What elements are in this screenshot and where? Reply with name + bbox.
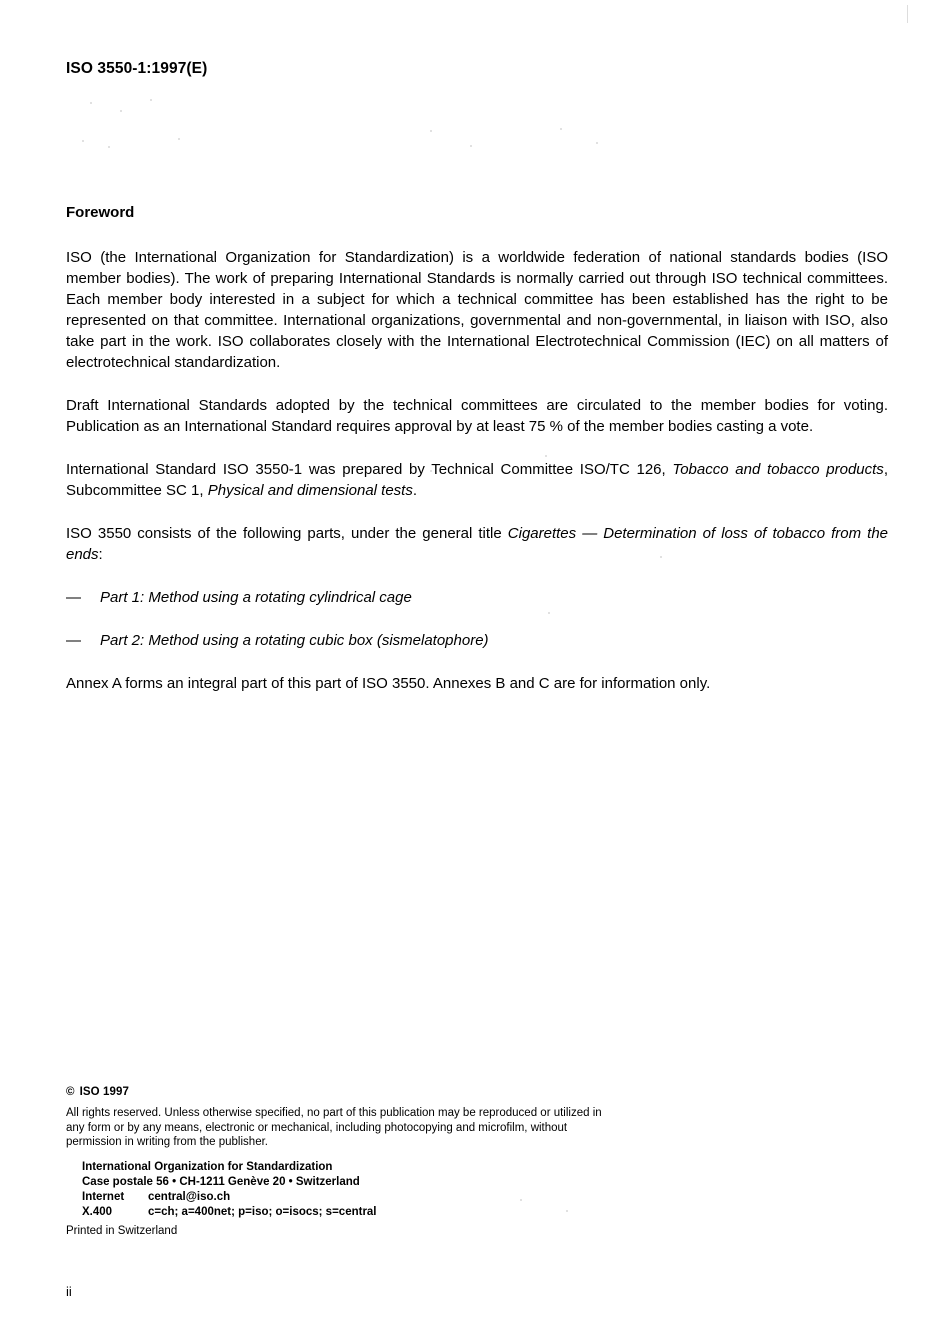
scan-speckle xyxy=(596,142,598,144)
scan-speckle xyxy=(178,138,180,140)
scan-speckle xyxy=(82,140,84,142)
internet-label: Internet xyxy=(82,1190,125,1203)
paragraph-4-text-lead: ISO 3550 consists of the following parts, under the general title xyxy=(66,525,508,542)
paragraph-3-text-lead: International Standard ISO 3550-1 was prepared by Technical Committee ISO/TC 126, xyxy=(66,461,673,478)
em-dash-bullet: — xyxy=(66,589,81,606)
rights-statement: All rights reserved. Unless otherwise specified, no part of this publication may be reproduced or utilized in any form or by any means, electronic or mechanical, including photocopying and microfilm, without permission in writing from the publisher. xyxy=(66,1107,602,1148)
page-number: ii xyxy=(66,1284,72,1299)
foreword-paragraph-4 xyxy=(66,523,888,565)
address-postal: Case postale 56 • CH-1211 Genève 20 • Switzerland xyxy=(82,1175,360,1188)
copyright-line xyxy=(66,1086,666,1098)
internet-value: central@iso.ch xyxy=(148,1190,231,1203)
address-internet-row xyxy=(82,1190,666,1205)
address-organization: International Organization for Standardization xyxy=(82,1160,333,1173)
x400-value: c=ch; a=400net; p=iso; o=isocs; s=central xyxy=(148,1205,377,1218)
list-item xyxy=(66,630,888,651)
list-item-label: Part 1: Method using a rotating cylindrical cage xyxy=(100,589,412,606)
foreword-paragraph-1: ISO (the International Organization for Standardization) is a worldwide federation of national standards bodies (ISO member bodies). The work of preparing International Standards is normally carried out through ISO technical committees. Each member body interested in a subject for which a technical committee has been established has the right to be represented on that committee. International organizations, governmental and non-governmental, in liaison with ISO, also take part in the work. ISO collaborates closely with the International Electrotechnical Commission (IEC) on all matters of electrotechnical standardization. xyxy=(66,249,888,371)
printed-in-line: Printed in Switzerland xyxy=(66,1224,178,1237)
scan-edge-artifact xyxy=(907,5,908,23)
scan-speckle xyxy=(108,146,110,148)
document-standard-header: ISO 3550-1:1997(E) xyxy=(66,60,208,77)
address-x400-row xyxy=(82,1205,666,1220)
committee-scope-title: Tobacco and tobacco products xyxy=(672,461,884,478)
subcommittee-scope-title: Physical and dimensional tests xyxy=(207,482,413,499)
publisher-address xyxy=(82,1160,666,1220)
scan-speckle xyxy=(150,99,152,101)
colophon-block xyxy=(66,1086,666,1237)
annex-note: Annex A forms an integral part of this part of ISO 3550. Annexes B and C are for information only. xyxy=(66,675,711,692)
x400-label: X.400 xyxy=(82,1205,113,1218)
em-dash-bullet: — xyxy=(66,632,81,649)
scan-speckle xyxy=(90,102,92,104)
paragraph-3-text-mid: , Subcommittee SC 1, xyxy=(66,461,888,499)
scan-speckle xyxy=(560,128,562,130)
general-title: Cigarettes — Determination of loss of tobacco from the ends xyxy=(66,525,888,563)
foreword-paragraph-2: Draft International Standards adopted by the technical committees are circulated to the member bodies for voting. Publication as an International Standard requires approval by at least 75 % of the member bodies casting a vote. xyxy=(66,397,888,435)
paragraph-3-text-tail: . xyxy=(412,482,418,499)
scan-speckle xyxy=(120,110,122,112)
foreword-section xyxy=(66,204,888,716)
list-item xyxy=(66,587,888,608)
foreword-paragraph-3 xyxy=(66,459,888,501)
list-item-label: Part 2: Method using a rotating cubic box (sismelatophore) xyxy=(100,632,489,649)
paragraph-4-text-tail: : xyxy=(98,546,103,563)
copyright-text: ISO 1997 xyxy=(79,1086,129,1098)
scan-speckle xyxy=(430,130,432,132)
copyright-icon: © xyxy=(66,1086,75,1098)
scan-speckle xyxy=(470,145,472,147)
foreword-heading: Foreword xyxy=(66,204,135,221)
